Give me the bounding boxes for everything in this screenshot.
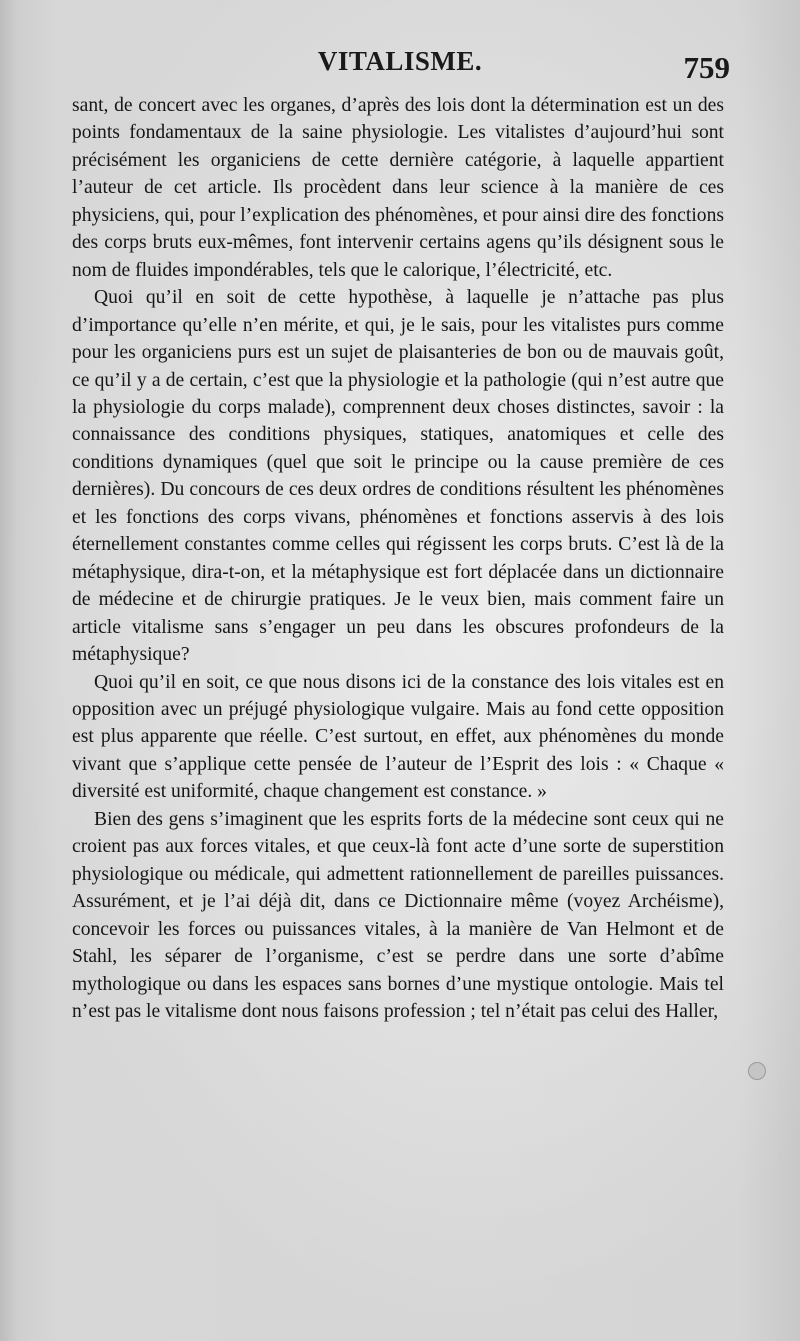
running-title: VITALISME. [317,46,483,76]
page-header [70,46,730,86]
paragraph-4: Bien des gens s’imaginent que les esprits forts de la médecine sont ceux qui ne croient pas aux forces vitales, et que ceux-là font acte d’une sorte de superstition physiologique ou médicale, qui admettent rationnellement de pareilles puissances. Assurément, et je l’ai déjà dit, dans ce Dictionnaire même (voyez Archéisme), concevoir les forces ou puissances vitales, à la manière de Van Helmont et de Stahl, les séparer de l’organisme, c’est se perdre dans une sorte d’abîme mythologique ou dans les espaces sans bornes d’une mystique ontologie. Mais tel n’est pas le vitalisme dont nous faisons profession ; tel n’était pas celui des Haller, [72,808,724,1022]
paper-blemish-mark [748,1062,766,1080]
paragraph-1: sant, de concert avec les organes, d’après des lois dont la détermination est un des points fondamentaux de la saine physiologie. Les vitalistes d’aujourd’hui sont précisément les organiciens de cette dernière catégorie, à laquelle appartient l’auteur de cet article. Ils procèdent dans leur science à la manière de ces physiciens, qui, pour l’explication des phénomènes, et pour ainsi dire des fonctions des corps bruts eux-mêmes, font intervenir certains agens qu’ils désignent sous le nom de fluides impondérables, tels que le calorique, l’électricité, etc. [72,95,724,281]
paragraph-3: Quoi qu’il en soit, ce que nous disons ici de la constance des lois vitales est en opposition avec un préjugé physiologique vulgaire. Mais au fond cette opposition est plus apparente que réelle. C’est surtout, en effet, aux phénomènes du monde vivant que s’applique cette pensée de l’auteur de l’Esprit des lois : « Chaque « diversité est uniformité, chaque changement est constance. » [72,671,724,803]
page-number: 759 [683,50,730,85]
body-text [72,92,724,1025]
paragraph-2: Quoi qu’il en soit de cette hypothèse, à laquelle je n’attache pas plus d’importance qu’elle n’en mérite, et qui, je le sais, pour les vitalistes purs comme pour les organiciens purs est un sujet de plaisanteries de bon ou de mauvais goût, ce qu’il y a de certain, c’est que la physiologie et la pathologie (qui n’est autre que la physiologie du corps malade), comprennent deux choses distinctes, savoir : la connaissance des conditions physiques, statiques, anatomiques et celle des conditions dynamiques (quel que soit le principe ou la cause première de ces dernières). Du concours de ces deux ordres de conditions résultent les phénomènes et les fonctions des corps vivans, phénomènes et fonctions asservis à des lois éternellement constantes comme celles qui régissent les corps bruts. C’est là de la métaphysique, dira-t-on, et la métaphysique est fort déplacée dans un dictionnaire de médecine et de chirurgie pratiques. Je le veux bien, mais comment faire un article vitalisme sans s’engager un peu dans les obscures profondeurs de la métaphysique? [72,287,724,666]
